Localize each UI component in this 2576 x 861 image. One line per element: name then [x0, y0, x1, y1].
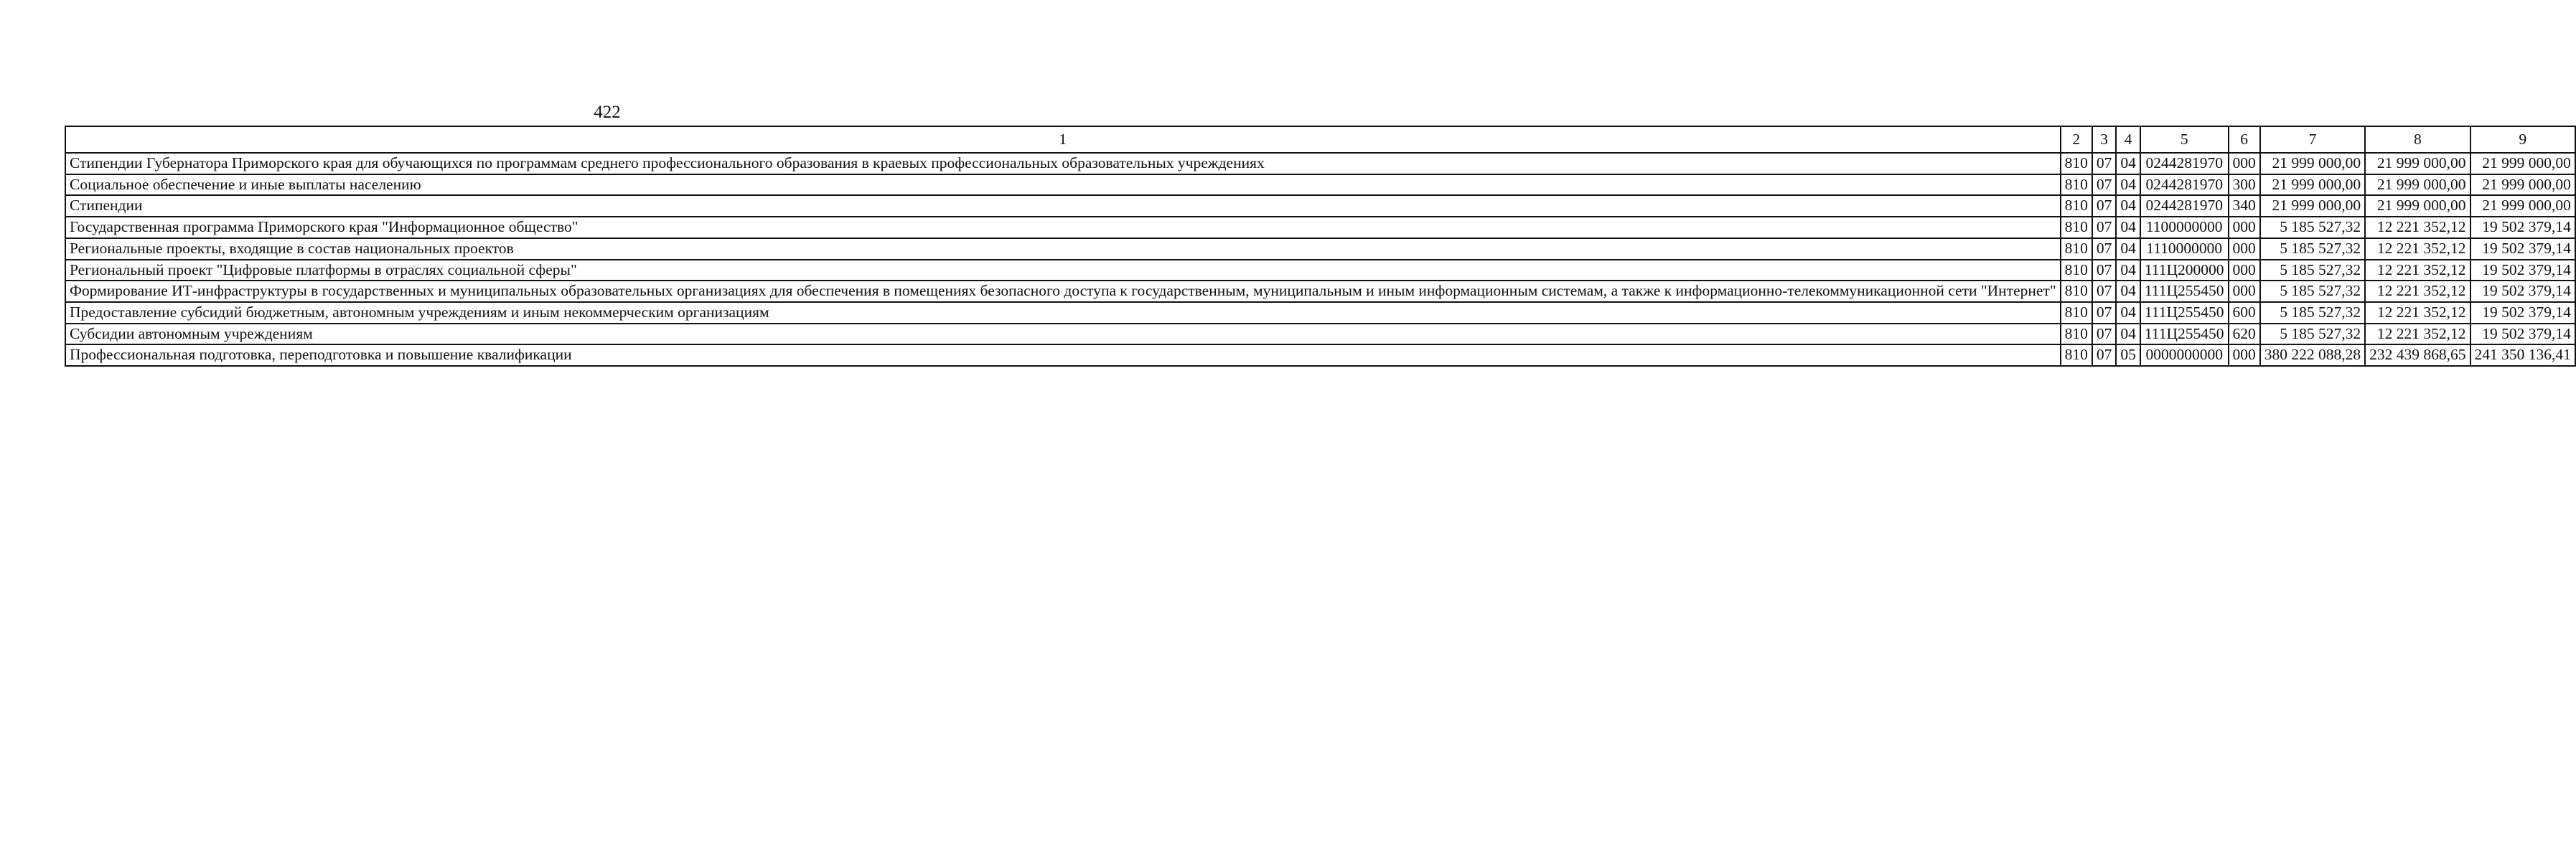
- row-code-4: 04: [2116, 217, 2140, 238]
- row-code-4: 04: [2116, 324, 2140, 345]
- row-name: Профессиональная подготовка, переподготовка и повышение квалификации: [65, 344, 2061, 366]
- row-code-4: 04: [2116, 174, 2140, 196]
- row-amount-7: 5 185 527,32: [2260, 302, 2365, 324]
- header-col-5: 5: [2140, 126, 2229, 153]
- row-code-2: 810: [2061, 344, 2092, 366]
- header-col-6: 6: [2229, 126, 2260, 153]
- row-name: Региональные проекты, входящие в состав национальных проектов: [65, 238, 2061, 260]
- header-col-2: 2: [2061, 126, 2092, 153]
- table-row: [65, 302, 2575, 324]
- row-code-3: 07: [2092, 324, 2117, 345]
- table-row: [65, 344, 2575, 366]
- row-code-5: 111Ц255450: [2140, 281, 2229, 302]
- row-code-6: 340: [2229, 195, 2260, 217]
- row-amount-8: 12 221 352,12: [2365, 238, 2470, 260]
- row-code-6: 600: [2229, 302, 2260, 324]
- row-code-3: 07: [2092, 344, 2117, 366]
- row-name: Предоставление субсидий бюджетным, автономным учреждениям и иным некоммерческим организациям: [65, 302, 2061, 324]
- row-code-3: 07: [2092, 174, 2117, 196]
- row-amount-7: 5 185 527,32: [2260, 238, 2365, 260]
- row-amount-8: 12 221 352,12: [2365, 324, 2470, 345]
- row-amount-9: 21 999 000,00: [2470, 153, 2575, 174]
- row-code-4: 04: [2116, 195, 2140, 217]
- row-name: Субсидии автономным учреждениям: [65, 324, 2061, 345]
- row-code-3: 07: [2092, 195, 2117, 217]
- row-amount-7: 5 185 527,32: [2260, 281, 2365, 302]
- row-name: Стипендии: [65, 195, 2061, 217]
- row-code-6: 000: [2229, 217, 2260, 238]
- row-code-3: 07: [2092, 217, 2117, 238]
- row-amount-8: 12 221 352,12: [2365, 217, 2470, 238]
- row-code-6: 000: [2229, 281, 2260, 302]
- row-name: Стипендии Губернатора Приморского края для обучающихся по программам среднего профессионального образования в краевых профессиональных образовательных учреждениях: [65, 153, 2061, 174]
- table-row: [65, 195, 2575, 217]
- table-row: [65, 174, 2575, 196]
- row-amount-7: 21 999 000,00: [2260, 174, 2365, 196]
- row-code-2: 810: [2061, 174, 2092, 196]
- row-amount-8: 232 439 868,65: [2365, 344, 2470, 366]
- row-amount-9: 19 502 379,14: [2470, 260, 2575, 281]
- row-code-2: 810: [2061, 302, 2092, 324]
- row-code-6: 000: [2229, 344, 2260, 366]
- row-amount-9: 241 350 136,41: [2470, 344, 2575, 366]
- page-number: 422: [594, 103, 621, 122]
- row-code-6: 000: [2229, 260, 2260, 281]
- row-code-4: 04: [2116, 281, 2140, 302]
- row-code-4: 04: [2116, 238, 2140, 260]
- row-code-3: 07: [2092, 260, 2117, 281]
- row-amount-9: 21 999 000,00: [2470, 195, 2575, 217]
- row-amount-7: 21 999 000,00: [2260, 195, 2365, 217]
- row-code-6: 000: [2229, 238, 2260, 260]
- row-amount-9: 21 999 000,00: [2470, 174, 2575, 196]
- row-code-4: 05: [2116, 344, 2140, 366]
- header-col-8: 8: [2365, 126, 2470, 153]
- row-code-5: 0244281970: [2140, 195, 2229, 217]
- budget-table: [65, 126, 2576, 367]
- row-amount-9: 19 502 379,14: [2470, 217, 2575, 238]
- table-row: [65, 153, 2575, 174]
- row-code-5: 1100000000: [2140, 217, 2229, 238]
- row-code-3: 07: [2092, 238, 2117, 260]
- table-row: [65, 324, 2575, 345]
- row-code-6: 000: [2229, 153, 2260, 174]
- row-name: Региональный проект "Цифровые платформы в отраслях социальной сферы": [65, 260, 2061, 281]
- header-col-4: 4: [2116, 126, 2140, 153]
- row-code-2: 810: [2061, 324, 2092, 345]
- row-code-3: 07: [2092, 153, 2117, 174]
- row-name: Формирование ИТ-инфраструктуры в государственных и муниципальных образовательных организациях для обеспечения в помещениях безопасного доступа к государственным, муниципальным и иным информационным системам, а также к информационно-телекоммуникационной сети "Интернет": [65, 281, 2061, 302]
- header-col-7: 7: [2260, 126, 2365, 153]
- row-code-5: 0244281970: [2140, 174, 2229, 196]
- row-name: Государственная программа Приморского края "Информационное общество": [65, 217, 2061, 238]
- row-code-5: 0000000000: [2140, 344, 2229, 366]
- row-code-4: 04: [2116, 302, 2140, 324]
- row-code-2: 810: [2061, 195, 2092, 217]
- header-col-3: 3: [2092, 126, 2117, 153]
- row-code-2: 810: [2061, 260, 2092, 281]
- table-row: [65, 217, 2575, 238]
- row-amount-9: 19 502 379,14: [2470, 302, 2575, 324]
- row-code-2: 810: [2061, 153, 2092, 174]
- row-amount-7: 5 185 527,32: [2260, 260, 2365, 281]
- table-row: [65, 281, 2575, 302]
- row-code-2: 810: [2061, 217, 2092, 238]
- row-code-2: 810: [2061, 238, 2092, 260]
- row-code-6: 300: [2229, 174, 2260, 196]
- row-amount-9: 19 502 379,14: [2470, 281, 2575, 302]
- row-code-3: 07: [2092, 302, 2117, 324]
- row-code-4: 04: [2116, 153, 2140, 174]
- row-amount-8: 21 999 000,00: [2365, 153, 2470, 174]
- row-amount-8: 21 999 000,00: [2365, 195, 2470, 217]
- row-code-5: 111Ц200000: [2140, 260, 2229, 281]
- header-col-9: 9: [2470, 126, 2575, 153]
- table-row: [65, 260, 2575, 281]
- row-code-5: 111Ц255450: [2140, 324, 2229, 345]
- table-row: [65, 238, 2575, 260]
- header-row: [65, 126, 2575, 153]
- row-code-2: 810: [2061, 281, 2092, 302]
- row-amount-8: 12 221 352,12: [2365, 302, 2470, 324]
- row-name: Социальное обеспечение и иные выплаты населению: [65, 174, 2061, 196]
- row-amount-8: 21 999 000,00: [2365, 174, 2470, 196]
- row-amount-7: 5 185 527,32: [2260, 324, 2365, 345]
- row-code-5: 0244281970: [2140, 153, 2229, 174]
- row-amount-7: 380 222 088,28: [2260, 344, 2365, 366]
- row-amount-8: 12 221 352,12: [2365, 260, 2470, 281]
- row-code-3: 07: [2092, 281, 2117, 302]
- row-code-5: 1110000000: [2140, 238, 2229, 260]
- row-amount-7: 21 999 000,00: [2260, 153, 2365, 174]
- row-amount-9: 19 502 379,14: [2470, 324, 2575, 345]
- header-col-1: 1: [65, 126, 2061, 153]
- row-code-6: 620: [2229, 324, 2260, 345]
- row-code-4: 04: [2116, 260, 2140, 281]
- row-amount-7: 5 185 527,32: [2260, 217, 2365, 238]
- row-code-5: 111Ц255450: [2140, 302, 2229, 324]
- row-amount-9: 19 502 379,14: [2470, 238, 2575, 260]
- row-amount-8: 12 221 352,12: [2365, 281, 2470, 302]
